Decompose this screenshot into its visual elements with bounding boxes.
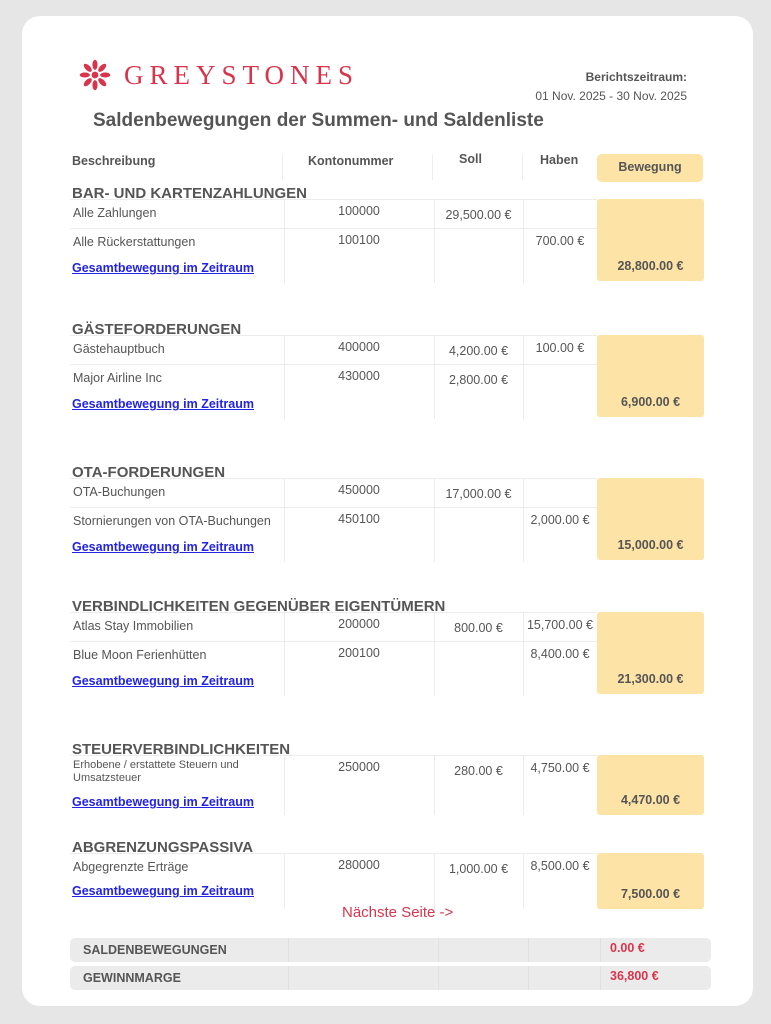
summary-value: 36,800 € <box>610 969 659 983</box>
total-movement-link[interactable]: Gesamtbewegung im Zeitraum <box>72 674 254 688</box>
column-header-account: Kontonummer <box>308 154 394 168</box>
column-header-credit: Haben <box>540 153 579 167</box>
table-row <box>70 612 597 641</box>
movement-cell <box>597 199 704 281</box>
page-title: Saldenbewegungen der Summen- und Saldenliste <box>93 110 544 131</box>
row-account-number: 200000 <box>338 617 380 631</box>
row-description: OTA-Buchungen <box>73 485 166 499</box>
total-movement-link[interactable]: Gesamtbewegung im Zeitraum <box>72 540 254 554</box>
summary-row-balance <box>70 938 711 962</box>
row-credit: 700.00 € <box>535 234 585 248</box>
row-account-number: 250000 <box>338 760 380 774</box>
column-divider <box>284 612 285 696</box>
table-row <box>70 335 597 364</box>
row-description: Gästehauptbuch <box>73 342 165 356</box>
row-account-number: 450100 <box>338 512 380 526</box>
row-account-number: 100000 <box>338 204 380 218</box>
column-header-debit: Soll <box>459 152 482 166</box>
row-credit: 8,400.00 € <box>530 647 590 661</box>
row-account-number: 430000 <box>338 369 380 383</box>
column-divider <box>523 335 524 419</box>
report-page <box>22 16 753 1006</box>
movement-cell <box>597 853 704 909</box>
summary-row-profit-margin <box>70 966 711 990</box>
divider <box>282 154 283 180</box>
row-credit: 8,500.00 € <box>530 859 590 873</box>
column-divider <box>284 199 285 283</box>
table-row <box>70 755 597 791</box>
column-divider <box>284 853 285 909</box>
column-divider <box>434 335 435 419</box>
column-divider <box>284 478 285 562</box>
summary-value: 0.00 € <box>610 941 645 955</box>
column-divider <box>523 612 524 696</box>
total-movement-link[interactable]: Gesamtbewegung im Zeitraum <box>72 261 254 275</box>
row-account-number: 400000 <box>338 340 380 354</box>
next-page-link[interactable]: Nächste Seite -> <box>342 904 454 921</box>
total-movement-link[interactable]: Gesamtbewegung im Zeitraum <box>72 884 254 898</box>
movement-value: 15,000.00 € <box>617 538 684 552</box>
row-debit: 29,500.00 € <box>445 208 512 222</box>
row-credit: 4,750.00 € <box>530 761 590 775</box>
row-description: Atlas Stay Immobilien <box>73 619 194 633</box>
column-header-description: Beschreibung <box>72 154 156 168</box>
row-debit: 4,200.00 € <box>448 344 509 358</box>
period-value: 01 Nov. 2025 - 30 Nov. 2025 <box>535 89 687 103</box>
column-divider <box>434 478 435 562</box>
row-description: Stornierungen von OTA-Buchungen <box>73 514 271 528</box>
brand-logo <box>78 58 359 92</box>
movement-cell <box>597 478 704 560</box>
table-row <box>70 507 597 536</box>
section-heading: ABGRENZUNGSPASSIVA <box>72 839 254 856</box>
section-heading: OTA-FORDERUNGEN <box>72 464 226 481</box>
brand-name: GREYSTONES <box>124 59 360 90</box>
table-row <box>70 364 597 393</box>
row-description: Alle Zahlungen <box>73 206 157 220</box>
row-account-number: 100100 <box>338 233 380 247</box>
table-row <box>70 228 597 257</box>
column-divider <box>434 612 435 696</box>
row-debit: 2,800.00 € <box>448 373 509 387</box>
section-heading: GÄSTEFORDERUNGEN <box>72 321 242 338</box>
column-divider <box>523 755 524 815</box>
row-description: Alle Rückerstattungen <box>73 235 196 249</box>
column-divider <box>434 755 435 815</box>
movement-value: 7,500.00 € <box>620 887 681 901</box>
period-label: Berichtszeitraum: <box>585 70 687 84</box>
section-heading: BAR- UND KARTENZAHLUNGEN <box>72 185 307 202</box>
movement-cell <box>597 612 704 694</box>
row-description: Major Airline Inc <box>73 371 162 385</box>
row-credit: 100.00 € <box>535 341 585 355</box>
flower-logo-icon <box>78 58 112 92</box>
row-description: Erhobene / erstattete Steuern und Umsatzsteuer <box>73 759 239 784</box>
column-divider <box>434 853 435 909</box>
row-account-number: 450000 <box>338 483 380 497</box>
column-header-movement: Bewegung <box>597 154 703 182</box>
divider <box>432 154 433 180</box>
total-movement-link[interactable]: Gesamtbewegung im Zeitraum <box>72 397 254 411</box>
row-account-number: 280000 <box>338 858 380 872</box>
row-debit: 800.00 € <box>454 621 503 635</box>
table-row <box>70 199 597 228</box>
row-credit: 15,700.00 € <box>526 618 594 632</box>
divider <box>522 154 523 180</box>
column-divider <box>523 853 524 909</box>
section-heading: VERBINDLICHKEITEN GEGENÜBER EIGENTÜMERN <box>72 598 446 615</box>
row-debit: 1,000.00 € <box>448 862 509 876</box>
row-description: Blue Moon Ferienhütten <box>73 648 207 662</box>
column-divider <box>284 755 285 815</box>
movement-cell <box>597 755 704 815</box>
column-divider <box>523 478 524 562</box>
movement-cell <box>597 335 704 417</box>
table-row <box>70 853 597 907</box>
row-description: Abgegrenzte Erträge <box>73 860 189 874</box>
row-debit: 280.00 € <box>454 764 503 778</box>
summary-label: GEWINNMARGE <box>83 971 181 985</box>
movement-value: 6,900.00 € <box>620 395 681 409</box>
column-divider <box>434 199 435 283</box>
movement-value: 28,800.00 € <box>617 259 684 273</box>
movement-value: 21,300.00 € <box>617 672 684 686</box>
summary-label: SALDENBEWEGUNGEN <box>83 943 227 957</box>
column-divider <box>284 335 285 419</box>
row-debit: 17,000.00 € <box>445 487 512 501</box>
movement-value: 4,470.00 € <box>620 793 681 807</box>
table-row <box>70 641 597 670</box>
table-row <box>70 478 597 507</box>
section-heading: STEUERVERBINDLICHKEITEN <box>72 741 291 758</box>
row-account-number: 200100 <box>338 646 380 660</box>
row-credit: 2,000.00 € <box>530 513 590 527</box>
total-movement-link[interactable]: Gesamtbewegung im Zeitraum <box>72 795 254 809</box>
column-divider <box>523 199 524 283</box>
